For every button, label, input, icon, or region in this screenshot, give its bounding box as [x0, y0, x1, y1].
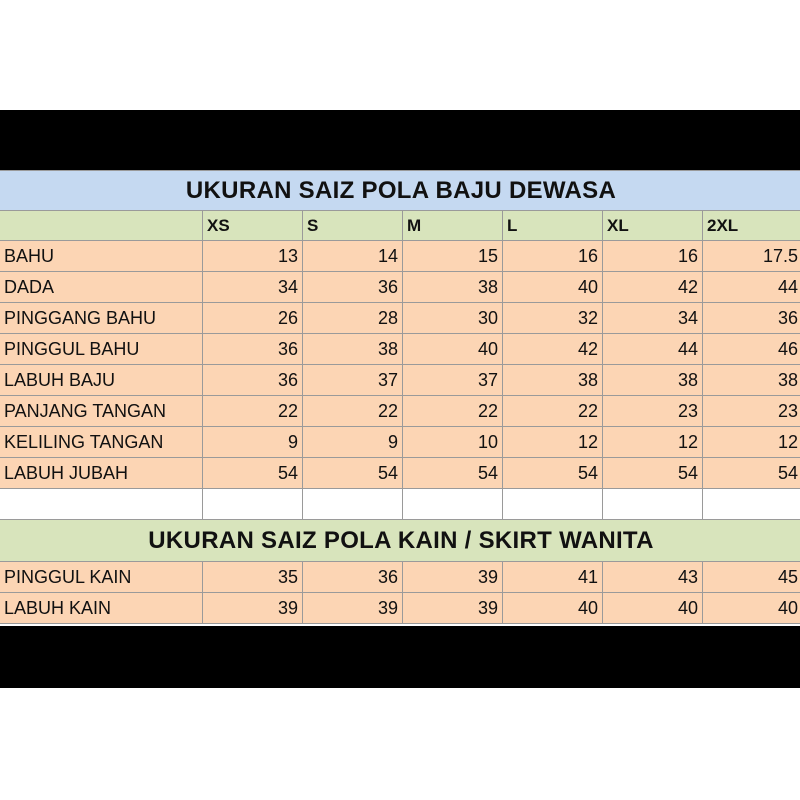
measurement-value: 54 [603, 458, 703, 489]
measurement-value: 16 [503, 241, 603, 272]
table-row [0, 593, 800, 624]
spacer-cell [703, 489, 800, 520]
measurement-value: 30 [403, 303, 503, 334]
measurement-value: 34 [603, 303, 703, 334]
measurement-label: PINGGANG BAHU [0, 303, 203, 334]
measurement-value: 54 [303, 458, 403, 489]
measurement-value: 38 [603, 365, 703, 396]
measurement-label: KELILING TANGAN [0, 427, 203, 458]
measurement-value: 38 [403, 272, 503, 303]
measurement-label: LABUH JUBAH [0, 458, 203, 489]
measurement-value: 35 [203, 562, 303, 593]
measurement-value: 32 [503, 303, 603, 334]
measurement-value: 10 [403, 427, 503, 458]
measurement-label: BAHU [0, 241, 203, 272]
measurement-value: 54 [403, 458, 503, 489]
measurement-value: 37 [403, 365, 503, 396]
spacer-cell [303, 489, 403, 520]
measurement-label: DADA [0, 272, 203, 303]
measurement-value: 22 [203, 396, 303, 427]
measurement-value: 12 [503, 427, 603, 458]
measurement-value: 36 [203, 365, 303, 396]
measurement-value: 40 [503, 593, 603, 624]
adult-shirt-rows [0, 241, 800, 489]
measurement-value: 44 [603, 334, 703, 365]
size-header-row [0, 211, 800, 241]
measurement-value: 15 [403, 241, 503, 272]
table-row [0, 396, 800, 427]
measurement-value: 40 [403, 334, 503, 365]
measurement-value: 42 [603, 272, 703, 303]
measurement-value: 28 [303, 303, 403, 334]
measurement-value: 23 [703, 396, 800, 427]
top-black-band [0, 110, 800, 170]
measurement-value: 38 [503, 365, 603, 396]
measurement-value: 54 [703, 458, 800, 489]
skirt-rows [0, 562, 800, 624]
measurement-value: 39 [203, 593, 303, 624]
measurement-value: 42 [503, 334, 603, 365]
measurement-value: 43 [603, 562, 703, 593]
size-header-xs: XS [203, 211, 303, 241]
measurement-label: PINGGUL BAHU [0, 334, 203, 365]
measurement-value: 13 [203, 241, 303, 272]
measurement-value: 14 [303, 241, 403, 272]
measurement-value: 37 [303, 365, 403, 396]
table-row [0, 365, 800, 396]
measurement-value: 38 [303, 334, 403, 365]
measurement-value: 9 [303, 427, 403, 458]
measurement-value: 54 [203, 458, 303, 489]
measurement-label: LABUH BAJU [0, 365, 203, 396]
table-row [0, 562, 800, 593]
measurement-value: 22 [403, 396, 503, 427]
measurement-value: 40 [503, 272, 603, 303]
measurement-value: 39 [403, 593, 503, 624]
measurement-value: 46 [703, 334, 800, 365]
measurement-value: 40 [603, 593, 703, 624]
size-header-m: M [403, 211, 503, 241]
table-row [0, 334, 800, 365]
measurement-label: PINGGUL KAIN [0, 562, 203, 593]
measurement-value: 16 [603, 241, 703, 272]
measurement-value: 17.5 [703, 241, 800, 272]
measurement-value: 36 [303, 562, 403, 593]
table-row [0, 458, 800, 489]
bottom-black-band [0, 626, 800, 688]
spacer-cell [403, 489, 503, 520]
size-header-s: S [303, 211, 403, 241]
spacer-cell [503, 489, 603, 520]
size-chart-sheet [0, 170, 800, 626]
size-header-2xl: 2XL [703, 211, 800, 241]
adult-shirt-title-row [0, 171, 800, 211]
measurement-value: 45 [703, 562, 800, 593]
measurement-value: 9 [203, 427, 303, 458]
adult-shirt-table-title: UKURAN SAIZ POLA BAJU DEWASA [0, 171, 800, 211]
measurement-value: 36 [303, 272, 403, 303]
measurement-value: 38 [703, 365, 800, 396]
measurement-label: LABUH KAIN [0, 593, 203, 624]
measurement-value: 26 [203, 303, 303, 334]
spacer-cell [0, 489, 203, 520]
size-header-xl: XL [603, 211, 703, 241]
measurement-value: 44 [703, 272, 800, 303]
measurement-value: 40 [703, 593, 800, 624]
measurement-value: 41 [503, 562, 603, 593]
table-row [0, 272, 800, 303]
spacer-cell [203, 489, 303, 520]
measurement-value: 36 [703, 303, 800, 334]
measurement-value: 23 [603, 396, 703, 427]
header-blank-cell [0, 211, 203, 241]
spacer-row [0, 489, 800, 520]
measurement-value: 22 [303, 396, 403, 427]
measurement-value: 34 [203, 272, 303, 303]
skirt-table-title: UKURAN SAIZ POLA KAIN / SKIRT WANITA [0, 520, 800, 562]
measurement-value: 22 [503, 396, 603, 427]
measurement-value: 54 [503, 458, 603, 489]
measurement-label: PANJANG TANGAN [0, 396, 203, 427]
skirt-title-row [0, 520, 800, 562]
size-header-l: L [503, 211, 603, 241]
size-chart-table [0, 170, 800, 624]
measurement-value: 39 [403, 562, 503, 593]
measurement-value: 39 [303, 593, 403, 624]
table-row [0, 427, 800, 458]
spacer-cell [603, 489, 703, 520]
table-row [0, 241, 800, 272]
measurement-value: 36 [203, 334, 303, 365]
measurement-value: 12 [703, 427, 800, 458]
measurement-value: 12 [603, 427, 703, 458]
table-row [0, 303, 800, 334]
